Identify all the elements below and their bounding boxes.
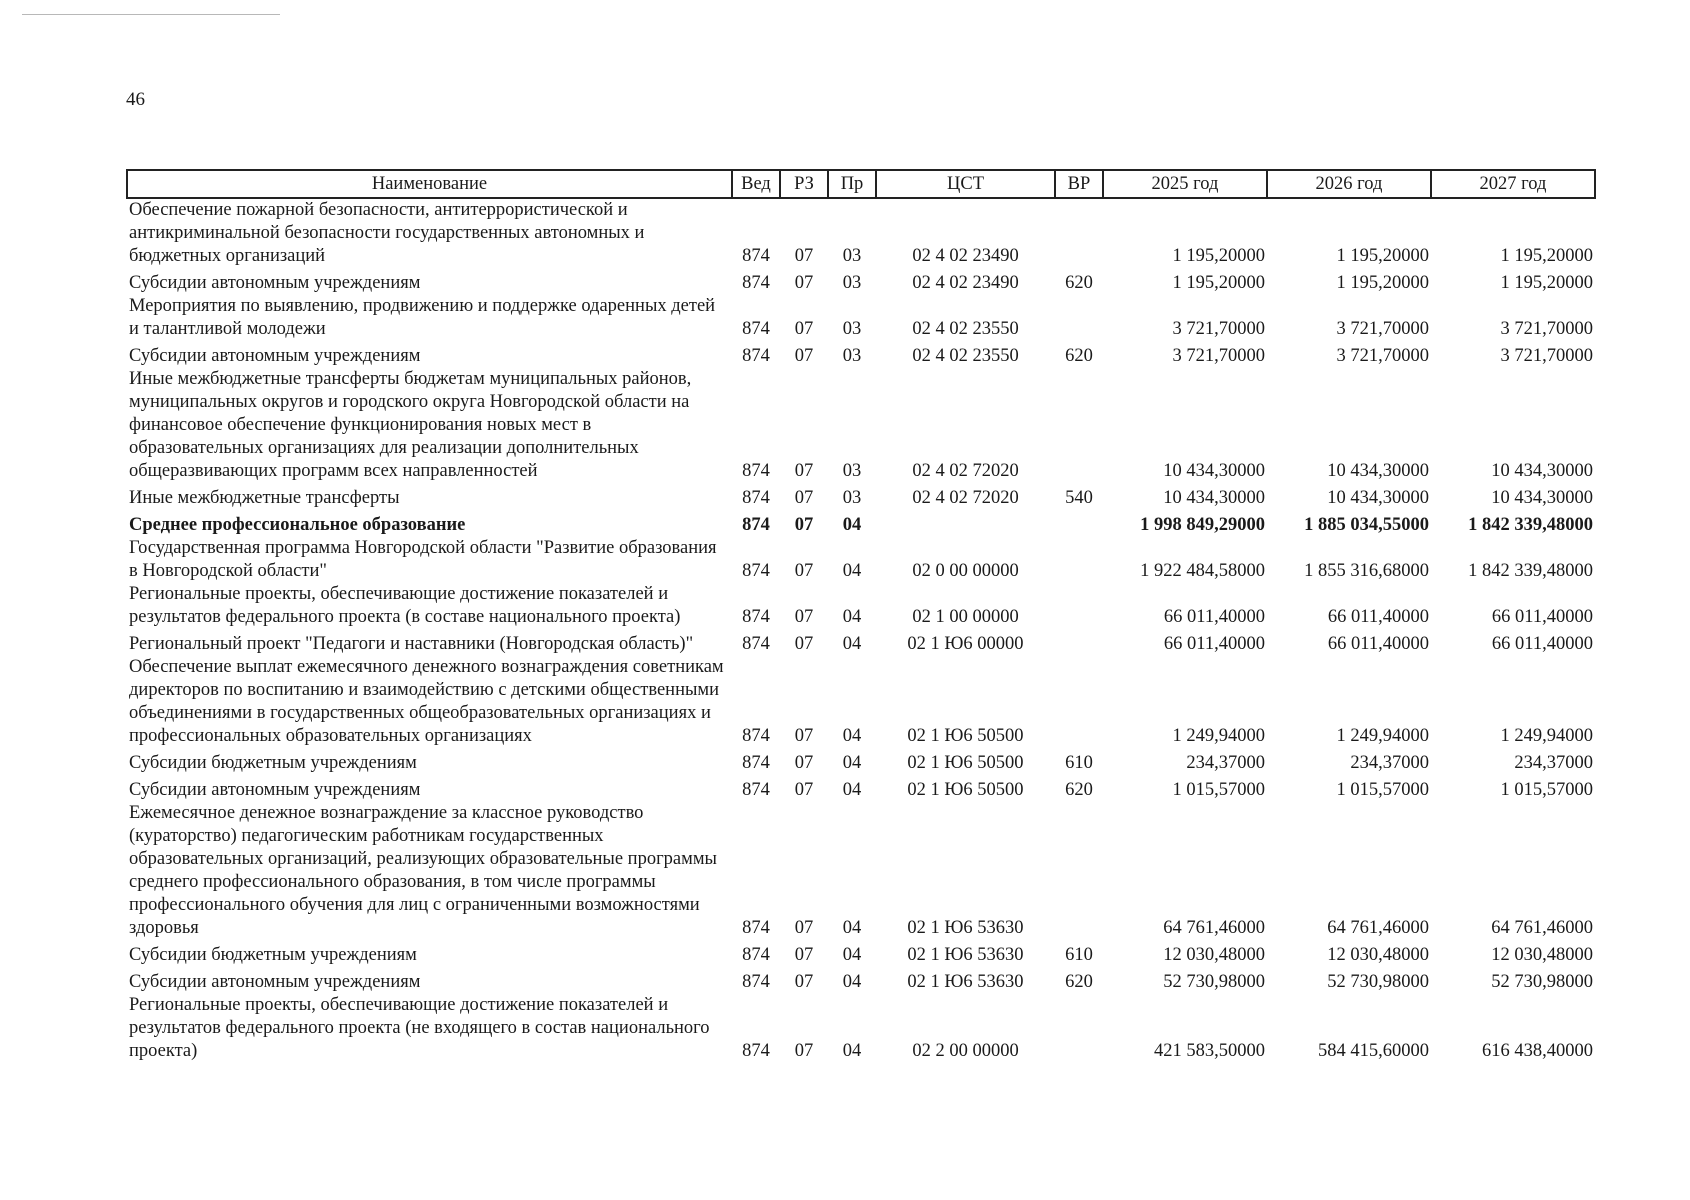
cell-name: Ежемесячное денежное вознаграждение за классное руководство (кураторство) педагогическим работникам государственных образовательных организаций, реализующих образовательные программы среднего профессионального образования, в том числе программы профессионального обучения для лиц с ограниченными возможностями здоровья	[129, 803, 717, 938]
cell-rz: 07	[794, 319, 814, 339]
cell-cst: 02 4 02 23490	[912, 273, 1019, 293]
cell-cst: 02 1 Ю6 53630	[907, 918, 1024, 938]
cell-name: Субсидии автономным учреждениям	[129, 780, 421, 800]
cell-pr: 04	[842, 753, 862, 773]
cell-2025: 10 434,30000	[1163, 488, 1265, 508]
cell-2026: 234,37000	[1350, 753, 1429, 773]
cell-2026: 3 721,70000	[1336, 319, 1429, 339]
cell-cst: 02 4 02 23490	[912, 246, 1019, 266]
cell-cst: 02 2 00 00000	[912, 1041, 1019, 1061]
cell-ved: 874	[742, 634, 770, 654]
cell-cst: 02 4 02 23550	[912, 319, 1019, 339]
cell-name: Иные межбюджетные трансферты бюджетам муниципальных районов, муниципальных округов и городского округа Новгородской области на финансовое обеспечение функционирования новых мест в образовательных организациях для реализации дополнительных общеразвивающих программ всех направленностей	[129, 369, 692, 481]
header-ved: Вед	[732, 170, 780, 198]
cell-vr: 620	[1065, 273, 1093, 293]
cell-2027: 66 011,40000	[1491, 607, 1593, 627]
cell-pr: 04	[842, 561, 862, 581]
cell-rz: 07	[794, 780, 814, 800]
cell-ved: 874	[742, 945, 770, 965]
cell-2026: 12 030,48000	[1327, 945, 1429, 965]
cell-ved: 874	[742, 753, 770, 773]
cell-ved: 874	[742, 972, 770, 992]
cell-2025: 1 015,57000	[1172, 780, 1265, 800]
header-2025: 2025 год	[1103, 170, 1267, 198]
cell-2025: 1 195,20000	[1172, 246, 1265, 266]
cell-2026: 584 415,60000	[1318, 1041, 1429, 1061]
table-row	[127, 198, 1595, 268]
cell-name: Субсидии автономным учреждениям	[129, 346, 421, 366]
cell-rz: 07	[794, 515, 814, 535]
cell-pr: 04	[842, 945, 862, 965]
cell-ved: 874	[742, 1041, 770, 1061]
cell-2026: 3 721,70000	[1336, 346, 1429, 366]
cell-vr: 540	[1065, 488, 1093, 508]
cell-2025: 66 011,40000	[1163, 634, 1265, 654]
cell-2027: 1 195,20000	[1500, 246, 1593, 266]
cell-2027: 234,37000	[1514, 753, 1593, 773]
cell-name: Субсидии автономным учреждениям	[129, 972, 421, 992]
cell-ved: 874	[742, 918, 770, 938]
table-row	[127, 368, 1595, 483]
cell-2027: 12 030,48000	[1491, 945, 1593, 965]
cell-vr	[1055, 537, 1103, 583]
cell-2027: 1 842 339,48000	[1468, 515, 1593, 535]
cell-cst: 02 4 02 72020	[912, 488, 1019, 508]
table-row	[127, 748, 1595, 775]
cell-vr	[1055, 198, 1103, 268]
cell-pr: 04	[842, 607, 862, 627]
cell-rz: 07	[794, 726, 814, 746]
cell-2025: 3 721,70000	[1172, 319, 1265, 339]
cell-ved: 874	[742, 319, 770, 339]
table-row	[127, 537, 1595, 583]
cell-2025: 1 922 484,58000	[1140, 561, 1265, 581]
cell-2027: 1 249,94000	[1500, 726, 1593, 746]
table-row	[127, 994, 1595, 1063]
cell-name: Субсидии бюджетным учреждениям	[129, 753, 417, 773]
cell-pr: 03	[842, 319, 862, 339]
cell-name: Региональные проекты, обеспечивающие достижение показателей и результатов федерального проекта (не входящего в состав национального проекта)	[129, 995, 710, 1061]
table-header-row	[127, 170, 1595, 198]
cell-vr	[1055, 368, 1103, 483]
cell-vr	[1055, 510, 1103, 537]
cell-ved: 874	[742, 346, 770, 366]
cell-ved: 874	[742, 780, 770, 800]
cell-rz: 07	[794, 753, 814, 773]
cell-name: Государственная программа Новгородской области "Развитие образования в Новгородской области"	[129, 538, 717, 581]
cell-2027: 66 011,40000	[1491, 634, 1593, 654]
table-row	[127, 940, 1595, 967]
cell-rz: 07	[794, 918, 814, 938]
cell-name: Региональный проект "Педагоги и наставники (Новгородская область)"	[129, 634, 694, 654]
cell-pr: 04	[842, 726, 862, 746]
cell-vr: 610	[1065, 753, 1093, 773]
cell-cst: 02 1 Ю6 00000	[907, 634, 1024, 654]
cell-2026: 1 195,20000	[1336, 273, 1429, 293]
cell-rz: 07	[794, 246, 814, 266]
cell-2027: 10 434,30000	[1491, 488, 1593, 508]
cell-2026: 66 011,40000	[1327, 607, 1429, 627]
cell-cst: 02 1 Ю6 53630	[907, 972, 1024, 992]
cell-2026: 1 015,57000	[1336, 780, 1429, 800]
cell-name: Обеспечение пожарной безопасности, антитеррористической и антикриминальной безопасности государственных автономных и бюджетных организаций	[129, 200, 645, 266]
cell-rz: 07	[794, 972, 814, 992]
cell-pr: 03	[842, 273, 862, 293]
cell-2025: 1 195,20000	[1172, 273, 1265, 293]
top-rule	[22, 14, 280, 15]
cell-pr: 04	[842, 1041, 862, 1061]
table-row	[127, 629, 1595, 656]
cell-rz: 07	[794, 273, 814, 293]
cell-2026: 64 761,46000	[1327, 918, 1429, 938]
cell-pr: 04	[842, 634, 862, 654]
cell-rz: 07	[794, 346, 814, 366]
cell-vr	[1055, 802, 1103, 940]
cell-pr: 04	[842, 515, 862, 535]
cell-2027: 1 842 339,48000	[1468, 561, 1593, 581]
cell-rz: 07	[794, 561, 814, 581]
header-rz: РЗ	[780, 170, 828, 198]
cell-2025: 3 721,70000	[1172, 346, 1265, 366]
cell-2027: 3 721,70000	[1500, 346, 1593, 366]
header-vr: ВР	[1055, 170, 1103, 198]
cell-2026: 1 855 316,68000	[1304, 561, 1429, 581]
cell-2025: 12 030,48000	[1163, 945, 1265, 965]
cell-2026: 10 434,30000	[1327, 488, 1429, 508]
cell-2027: 64 761,46000	[1491, 918, 1593, 938]
table-row	[127, 510, 1595, 537]
table-row	[127, 775, 1595, 802]
cell-vr: 620	[1065, 346, 1093, 366]
cell-ved: 874	[742, 273, 770, 293]
cell-name: Субсидии автономным учреждениям	[129, 273, 421, 293]
cell-vr	[1055, 656, 1103, 748]
cell-pr: 03	[842, 488, 862, 508]
cell-ved: 874	[742, 515, 770, 535]
cell-2027: 616 438,40000	[1482, 1041, 1593, 1061]
cell-2027: 10 434,30000	[1491, 461, 1593, 481]
cell-2025: 1 249,94000	[1172, 726, 1265, 746]
cell-cst: 02 1 Ю6 50500	[907, 780, 1024, 800]
cell-2027: 1 195,20000	[1500, 273, 1593, 293]
header-2027: 2027 год	[1431, 170, 1595, 198]
cell-pr: 04	[842, 918, 862, 938]
cell-cst: 02 0 00 00000	[912, 561, 1019, 581]
cell-pr: 04	[842, 780, 862, 800]
table-row	[127, 483, 1595, 510]
cell-cst: 02 4 02 72020	[912, 461, 1019, 481]
cell-rz: 07	[794, 1041, 814, 1061]
cell-name: Среднее профессиональное образование	[129, 515, 466, 535]
header-2026: 2026 год	[1267, 170, 1431, 198]
cell-2026: 66 011,40000	[1327, 634, 1429, 654]
table-row	[127, 341, 1595, 368]
cell-2025: 1 998 849,29000	[1140, 515, 1265, 535]
cell-2027: 3 721,70000	[1500, 319, 1593, 339]
cell-vr	[1055, 583, 1103, 629]
cell-cst	[876, 510, 1055, 537]
cell-ved: 874	[742, 246, 770, 266]
table-row	[127, 656, 1595, 748]
cell-ved: 874	[742, 726, 770, 746]
table-row	[127, 268, 1595, 295]
cell-name: Региональные проекты, обеспечивающие достижение показателей и результатов федерального проекта (в составе национального проекта)	[129, 584, 681, 627]
cell-ved: 874	[742, 607, 770, 627]
cell-name: Иные межбюджетные трансферты	[129, 488, 400, 508]
cell-ved: 874	[742, 488, 770, 508]
header-pr: Пр	[828, 170, 876, 198]
table-row	[127, 802, 1595, 940]
cell-2026: 52 730,98000	[1327, 972, 1429, 992]
table-row	[127, 583, 1595, 629]
cell-vr	[1055, 994, 1103, 1063]
cell-2025: 234,37000	[1186, 753, 1265, 773]
cell-cst: 02 1 Ю6 50500	[907, 753, 1024, 773]
cell-2025: 52 730,98000	[1163, 972, 1265, 992]
cell-rz: 07	[794, 461, 814, 481]
cell-rz: 07	[794, 607, 814, 627]
header-cst: ЦСТ	[876, 170, 1055, 198]
table-row	[127, 295, 1595, 341]
cell-2025: 64 761,46000	[1163, 918, 1265, 938]
cell-2027: 52 730,98000	[1491, 972, 1593, 992]
cell-2026: 10 434,30000	[1327, 461, 1429, 481]
cell-rz: 07	[794, 488, 814, 508]
table-row	[127, 967, 1595, 994]
cell-cst: 02 4 02 23550	[912, 346, 1019, 366]
cell-rz: 07	[794, 945, 814, 965]
cell-pr: 03	[842, 346, 862, 366]
page-number: 46	[126, 89, 145, 110]
cell-pr: 03	[842, 461, 862, 481]
cell-vr: 620	[1065, 780, 1093, 800]
budget-table	[126, 169, 1596, 1063]
cell-2026: 1 249,94000	[1336, 726, 1429, 746]
cell-cst: 02 1 Ю6 53630	[907, 945, 1024, 965]
cell-pr: 03	[842, 246, 862, 266]
cell-name: Субсидии бюджетным учреждениям	[129, 945, 417, 965]
header-name: Наименование	[127, 170, 732, 198]
cell-name: Обеспечение выплат ежемесячного денежного вознаграждения советникам директоров по воспитанию и взаимодействию с детскими общественными объединениями в государственных общеобразовательных организациях и профессиональных образовательных организациях	[129, 657, 724, 746]
cell-pr: 04	[842, 972, 862, 992]
cell-ved: 874	[742, 461, 770, 481]
cell-vr	[1055, 629, 1103, 656]
cell-cst: 02 1 00 00000	[912, 607, 1019, 627]
cell-cst: 02 1 Ю6 50500	[907, 726, 1024, 746]
cell-2027: 1 015,57000	[1500, 780, 1593, 800]
cell-2025: 10 434,30000	[1163, 461, 1265, 481]
cell-2025: 421 583,50000	[1154, 1041, 1265, 1061]
cell-vr: 620	[1065, 972, 1093, 992]
cell-2026: 1 885 034,55000	[1304, 515, 1429, 535]
cell-rz: 07	[794, 634, 814, 654]
cell-vr	[1055, 295, 1103, 341]
cell-2025: 66 011,40000	[1163, 607, 1265, 627]
cell-vr: 610	[1065, 945, 1093, 965]
cell-2026: 1 195,20000	[1336, 246, 1429, 266]
cell-ved: 874	[742, 561, 770, 581]
cell-name: Мероприятия по выявлению, продвижению и поддержке одаренных детей и талантливой молодежи	[129, 296, 716, 339]
table-body	[127, 198, 1595, 1063]
